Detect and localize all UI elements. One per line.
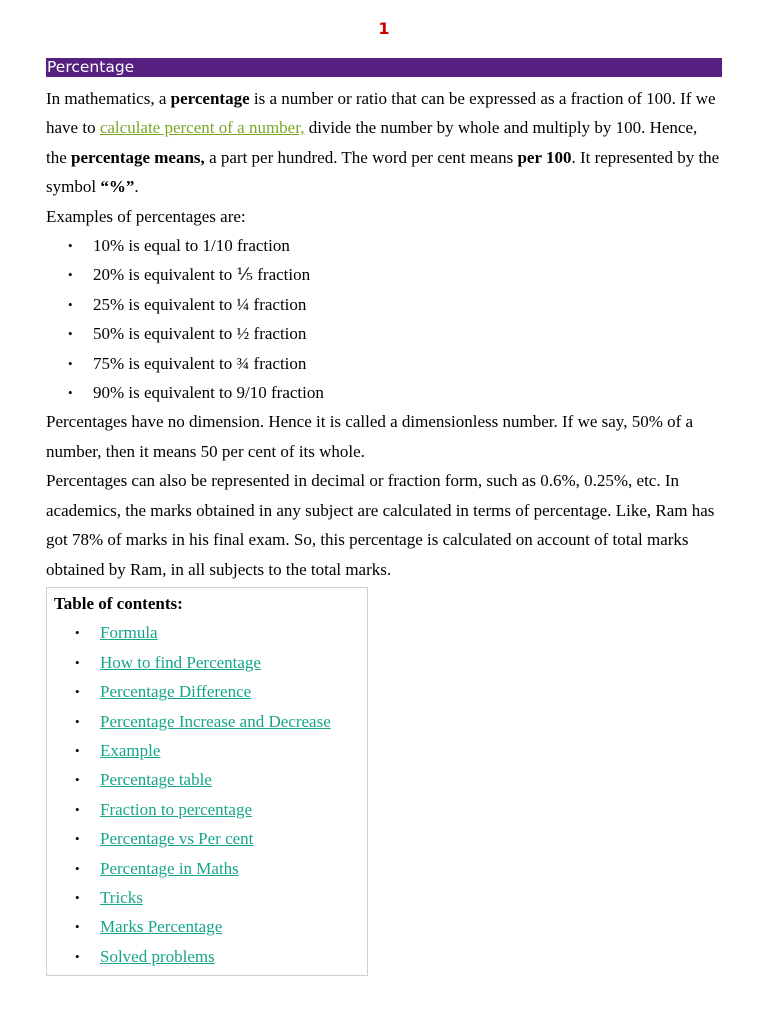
- toc-title: Table of contents:: [54, 594, 183, 613]
- toc-item: [54, 618, 367, 647]
- intro-text-4: a part per hundred. The word per cent means: [204, 147, 518, 167]
- toc-link-increase-decrease[interactable]: Percentage Increase and Decrease: [100, 711, 331, 731]
- examples-list: [46, 231, 722, 407]
- toc-link-tricks[interactable]: Tricks: [100, 888, 143, 908]
- intro-text-3: divide the number by whole and multiply by 100. Hence, the: [46, 118, 698, 167]
- toc-link-marks-percentage[interactable]: Marks Percentage: [100, 917, 223, 937]
- toc-link-formula[interactable]: Formula: [100, 623, 158, 643]
- toc-item: [54, 707, 367, 736]
- intro-bold-percentage: percentage: [170, 89, 250, 108]
- toc-item: [54, 648, 367, 677]
- toc-link-percentage-table[interactable]: Percentage table: [100, 770, 212, 790]
- toc-item: [54, 854, 367, 883]
- article-body: [46, 84, 722, 584]
- list-item: • 10% is equal to 1/10 fraction: [46, 231, 722, 260]
- toc-link-how-to-find[interactable]: How to find Percentage: [100, 652, 261, 672]
- toc-list: [54, 618, 367, 971]
- dimension-paragraph: Percentages have no dimension. Hence it is called a dimensionless number. If we say, 50% of a number, then it means 50 per cent of its whole.: [46, 412, 694, 461]
- toc-item: [54, 942, 367, 971]
- list-item: • 75% is equivalent to ¾ fraction: [46, 349, 722, 378]
- calculate-percent-link[interactable]: calculate percent of a number,: [99, 118, 305, 138]
- toc-item: [54, 795, 367, 824]
- toc-item: [54, 677, 367, 706]
- toc-link-difference[interactable]: Percentage Difference: [100, 682, 252, 702]
- toc-item: [54, 824, 367, 853]
- intro-paragraph: [46, 84, 722, 202]
- list-item: • 25% is equivalent to ¼ fraction: [46, 290, 722, 319]
- toc-link-vs-per-cent[interactable]: Percentage vs Per cent: [100, 829, 254, 849]
- intro-bold-per-100: per 100: [517, 147, 572, 167]
- intro-text-5: . It represented by the symbol: [46, 147, 720, 197]
- list-item: • 20% is equivalent to ⅕ fraction: [46, 260, 722, 289]
- decimal-paragraph: Percentages can also be represented in decimal or fraction form, such as 0.6%, 0.25%, etc. In academics, the marks obtained in any subject are calculated in terms of percentage. Like, Ram has got 78% of marks in his final exam. So, this percentage is calculated on account of total marks obtained by Ram, in all subjects to the total marks.: [46, 471, 715, 579]
- list-item: • 50% is equivalent to ½ fraction: [46, 319, 722, 348]
- intro-text-1: In mathematics, a: [46, 89, 171, 108]
- toc-link-in-maths[interactable]: Percentage in Maths: [100, 858, 239, 878]
- section-title-bar: Percentage: [46, 58, 722, 77]
- toc-item: [54, 883, 367, 912]
- toc-link-example[interactable]: Example: [100, 741, 161, 761]
- intro-text-6: .: [134, 177, 139, 197]
- examples-heading: Examples of percentages are:: [46, 206, 246, 226]
- list-item: • 90% is equivalent to 9/10 fraction: [46, 378, 722, 407]
- page-number: 1: [378, 19, 390, 38]
- table-of-contents: [46, 587, 368, 976]
- intro-text-2: is a number or ratio that can be expressed as a fraction of 100. If we have to: [46, 89, 716, 138]
- toc-item: [54, 765, 367, 794]
- toc-item: [54, 912, 367, 941]
- toc-item: [54, 736, 367, 765]
- intro-bold-symbol: “%”: [100, 177, 135, 197]
- intro-bold-percentage-means: percentage means,: [71, 147, 205, 167]
- toc-link-solved-problems[interactable]: Solved problems: [100, 946, 215, 966]
- toc-link-fraction-to-percentage[interactable]: Fraction to percentage: [100, 799, 252, 819]
